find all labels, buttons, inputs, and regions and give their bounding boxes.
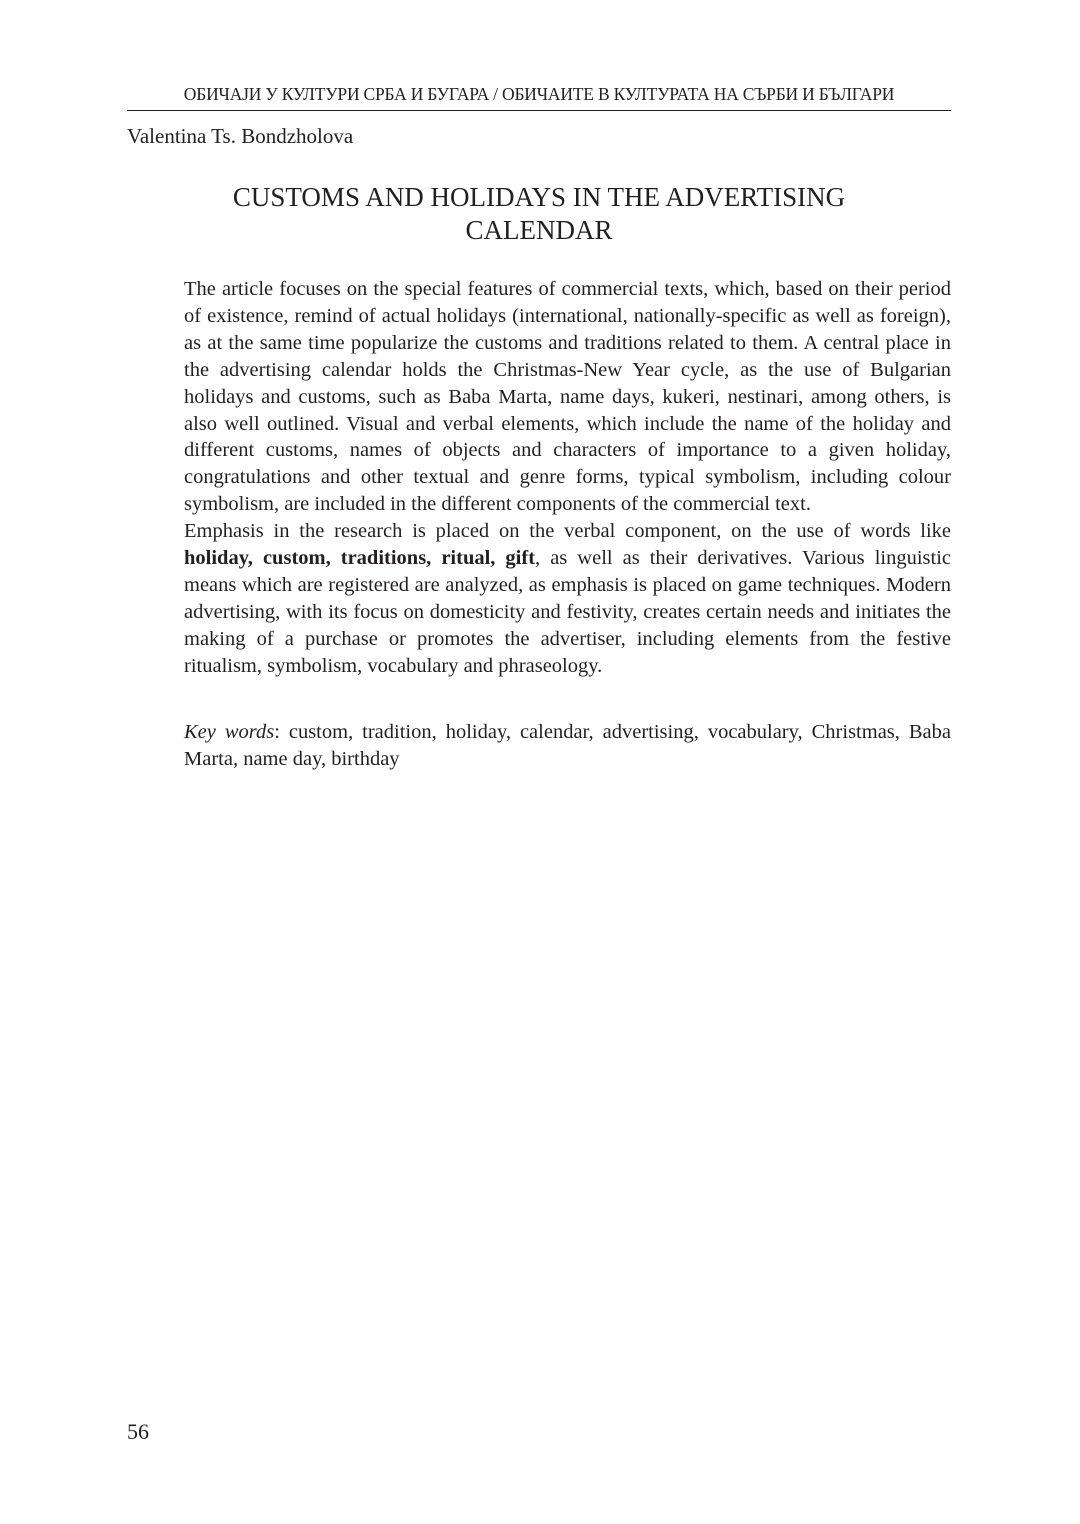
abstract: [184, 276, 951, 680]
abstract-paragraph-2-intro: Emphasis in the research is placed on the verbal component, on the use of words like: [184, 520, 951, 543]
abstract-paragraph-1: The article focuses on the special features of commercial texts, which, based on their period of existence, remind of actual holidays (international, nationally-specific as well as foreign), as at the same time popularize the customs and traditions related to them. A central place in the advertising calendar holds the Christmas-New Year cycle, as the use of Bulgarian holidays and customs, such as Baba Marta, name days, kukeri, nestinari, among others, is also well outlined. Visual and verbal elements, which include the name of the holiday and different customs, names of objects and characters of importance to a given holiday, congratulations and other textual and genre forms, typical symbolism, including colour symbolism, are included in the different components of the commercial text.: [184, 278, 951, 516]
article-title: [127, 181, 951, 247]
keywords-label: Key words: [184, 721, 275, 743]
running-header: ОБИЧАЈИ У КУЛТУРИ СРБА И БУГАРА / ОБИЧАИТЕ В КУЛТУРАТА НА СЪРБИ И БЪЛГАРИ: [127, 82, 951, 111]
article-title-line-1: CUSTOMS AND HOLIDAYS IN THE ADVERTISING: [232, 182, 846, 212]
page-number: 56: [127, 1419, 149, 1444]
abstract-emphasized-terms: holiday, custom, traditions, ritual, gift: [184, 547, 536, 570]
author-name: Valentina Ts. Bondzholova: [127, 124, 354, 148]
abstract-paragraph-2-rest: , as well as their derivatives. Various linguistic means which are registered are analyzed, as emphasis is placed on game techniques. Modern advertising, with its focus on domesticity and festivity, creates certain needs and initiates the making of a purchase or promotes the advertiser, including elements from the festive ritualism, symbolism, vocabulary and phraseology.: [184, 547, 951, 677]
keywords: [184, 719, 951, 773]
keywords-list: : custom, tradition, holiday, calendar, advertising, vocabulary, Christmas, Baba Marta, name day, birthday: [184, 721, 951, 770]
article-title-line-2: CALENDAR: [465, 215, 613, 245]
abstract-paragraph-2: [184, 518, 951, 679]
